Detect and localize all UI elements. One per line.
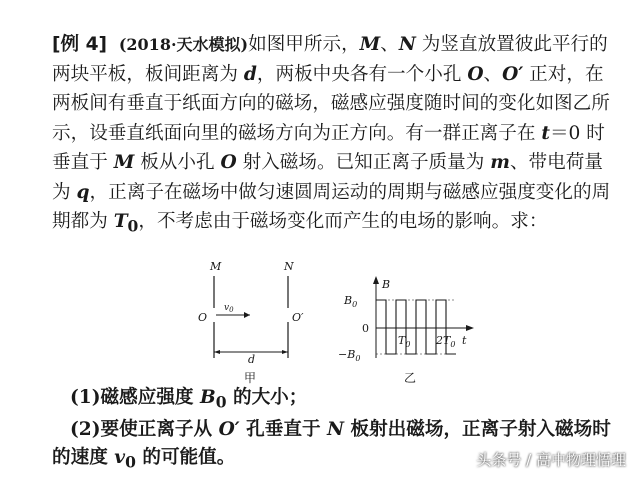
label-2T0: $2T_0$ [436,334,456,349]
symbol-O-prime: O′ [502,63,524,85]
symbol-m: m [490,152,510,173]
symbol-N: N [327,419,345,440]
symbol-q: q [76,181,90,203]
label-M: M [210,260,222,273]
subscript: 0 [125,452,136,472]
label-d: d [248,353,256,366]
symbol-v0: v [114,447,126,468]
subscript: 0 [127,216,139,236]
text-run: 正对，在两板间有垂直于纸面方向的磁场，磁感应强度随时间的变化如图乙所示，设垂直纸面向里的磁场方向为正方向。有一群正离子在 [52,63,610,144]
arrow-head [282,350,288,354]
axis-label-t: t [462,334,467,347]
symbol-B0: B [199,387,216,408]
symbol-d: d [243,63,257,85]
symbol-O-prime: O′ [218,419,240,440]
symbol-M: M [359,34,381,55]
text-run: ＝0 时垂直于 [52,122,605,173]
arrow-head [373,276,379,284]
text-run: 孔垂直于 [239,419,328,440]
text-run: (2)要使正离子从 [70,419,219,440]
text-run: 板射出磁场，正离子射入磁场时的速度 [52,419,611,468]
symbol-O: O [220,152,237,173]
text-run: 板从小孔 [134,152,221,173]
symbol-O: O [467,63,484,85]
text-run: ，不考虑由于磁场变化而产生的电场的影响。求： [138,211,548,232]
figure-b [338,276,474,385]
arrow-head [214,350,220,354]
label-N: N [284,260,294,273]
label-O-prime: O′ [292,311,304,324]
text-run: 如图甲所示， [248,34,360,55]
caption-b: 乙 [404,371,417,385]
text-run: (1)磁感应强度 [70,387,200,408]
symbol-T0: T [113,211,128,232]
problem-source: (2018·天水模拟) [118,35,249,54]
problem-text [52,30,612,241]
label-O: O [198,311,208,324]
question-1 [70,383,307,412]
label-neg-B0: $-B_0$ [338,348,361,363]
text-run: 射入磁场。已知正离子质量为 [236,152,491,173]
text-run: ，正离子在磁场中做匀速圆周运动的周期与磁感应强度变化的周期都为 [52,181,611,232]
watermark: 头条号 / 高中物理悟理 [476,451,626,469]
text-run: 为竖直放置彼此平行的两块平板，板间距离为 [52,34,608,85]
text-run: 的大小； [226,387,308,408]
figure-a [198,260,304,385]
text-run: 、 [380,34,399,55]
symbol-t: t [541,122,550,144]
example-tag: [例 4] [52,34,108,55]
label-v0: $v_0$ [224,303,234,314]
figures [180,258,510,394]
label-B0: $B_0$ [344,294,358,309]
symbol-N: N [398,34,416,55]
text-run: 、带电荷量为 [52,152,603,203]
arrow-head [466,325,474,331]
arrow-head [244,312,250,318]
text-run: ，两板中央各有一个小孔 [256,63,468,85]
origin-label: 0 [362,322,369,335]
label-T0: $T_0$ [398,334,411,349]
symbol-M: M [113,152,135,173]
text-run: 的可能值。 [135,447,236,468]
text-run: 、 [483,63,503,85]
axis-label-B: B [382,278,391,291]
subscript: 0 [215,392,227,412]
caption-a: 甲 [244,371,257,385]
